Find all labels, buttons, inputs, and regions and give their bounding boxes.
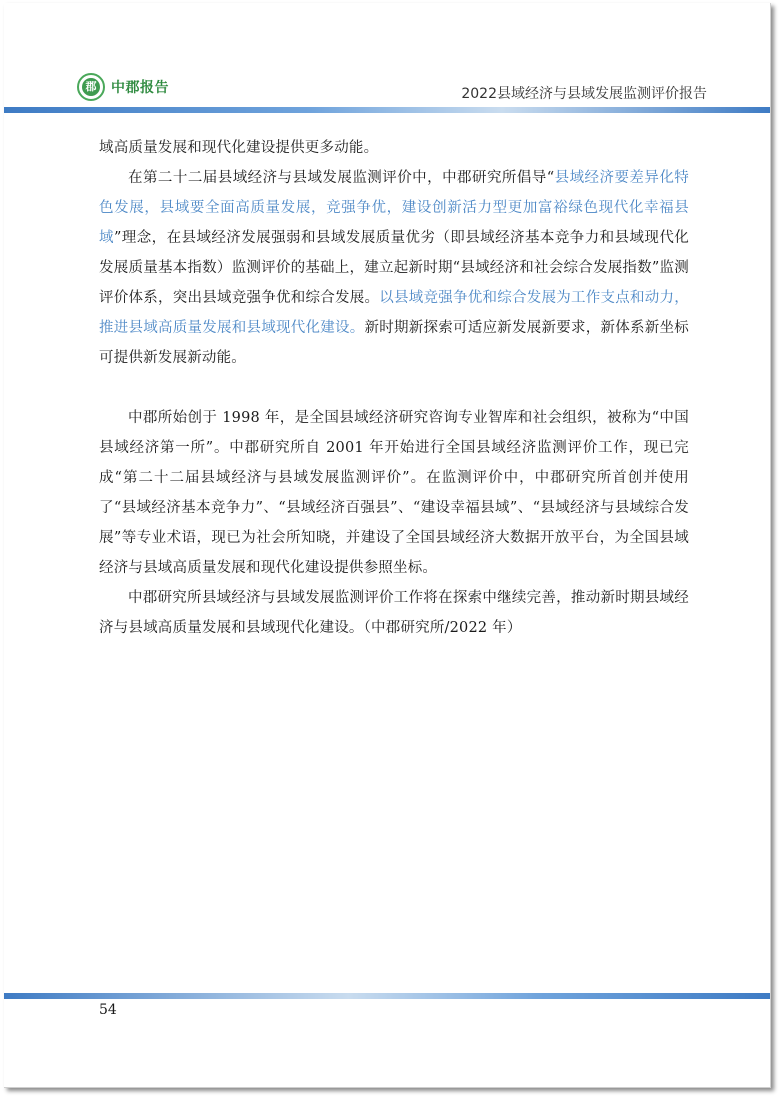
- logo: [77, 73, 169, 101]
- paragraph-concept: [99, 163, 689, 373]
- document-page: [4, 3, 771, 1088]
- report-title: 2022县域经济与县域发展监测评价报告: [461, 86, 707, 102]
- paragraph-history: 中郡所始创于 1998 年，是全国县域经济研究咨询专业智库和社会组织，被称为“中国县域经济第一所”。中郡研究所自 2001 年开始进行全国县域经济监测评价工作，现已完成“第二十二届县域经济与县域发展监测评价”。在监测评价中，中郡研究所首创并使用了“县域经济基本竞争力”、“县域经济百强县”、“建设幸福县域”、“县域经济与县域综合发展”等专业术语，现已为社会所知晓，并建设了全国县域经济大数据开放平台，为全国县域经济与县域高质量发展和现代化建设提供参照坐标。: [99, 410, 689, 576]
- header-divider-bar: [4, 107, 770, 113]
- paragraph-concept-text-3: 新时期新探索可适应新发展新要求，新体系新坐标可提供新发展新动能。: [99, 320, 689, 366]
- logo-seal-icon: [77, 73, 105, 101]
- paragraph-closing: 中郡研究所县域经济与县域发展监测评价工作将在探索中继续完善，推动新时期县域经济与县域高质量发展和县域现代化建设。（中郡研究所/2022 年）: [99, 590, 689, 636]
- logo-text: 中郡报告: [111, 80, 169, 96]
- paragraph-continuation: 域高质量发展和现代化建设提供更多动能。: [99, 140, 379, 156]
- page-number: 54: [99, 1002, 117, 1018]
- paragraph-concept-text-1: 在第二十二届县域经济与县域发展监测评价中，中郡研究所倡导“: [128, 170, 555, 186]
- highlight-goal: 以县域竞强争优和综合发展为工作支点和动力，推进县域高质量发展和县域现代化建设。: [99, 290, 689, 336]
- paragraph-concept-text-2: ”理念，在县域经济发展强弱和县域发展质量优劣（即县域经济基本竞争力和县域现代化发展质量基本指数）监测评价的基础上，建立起新时期“县域经济和社会综合发展指数”监测评价体系，突出县域竞强争优和综合发展。: [99, 230, 689, 306]
- page-header: [4, 3, 770, 113]
- body-content: [99, 133, 689, 643]
- paragraph-gap: [99, 373, 689, 403]
- footer-divider-bar: [4, 993, 770, 999]
- logo-seal-char: 郡: [82, 78, 100, 96]
- highlight-concept: 县域经济要差异化特色发展，县域要全面高质量发展，竞强争优，建设创新活力型更加富裕绿色现代化幸福县域: [99, 170, 689, 246]
